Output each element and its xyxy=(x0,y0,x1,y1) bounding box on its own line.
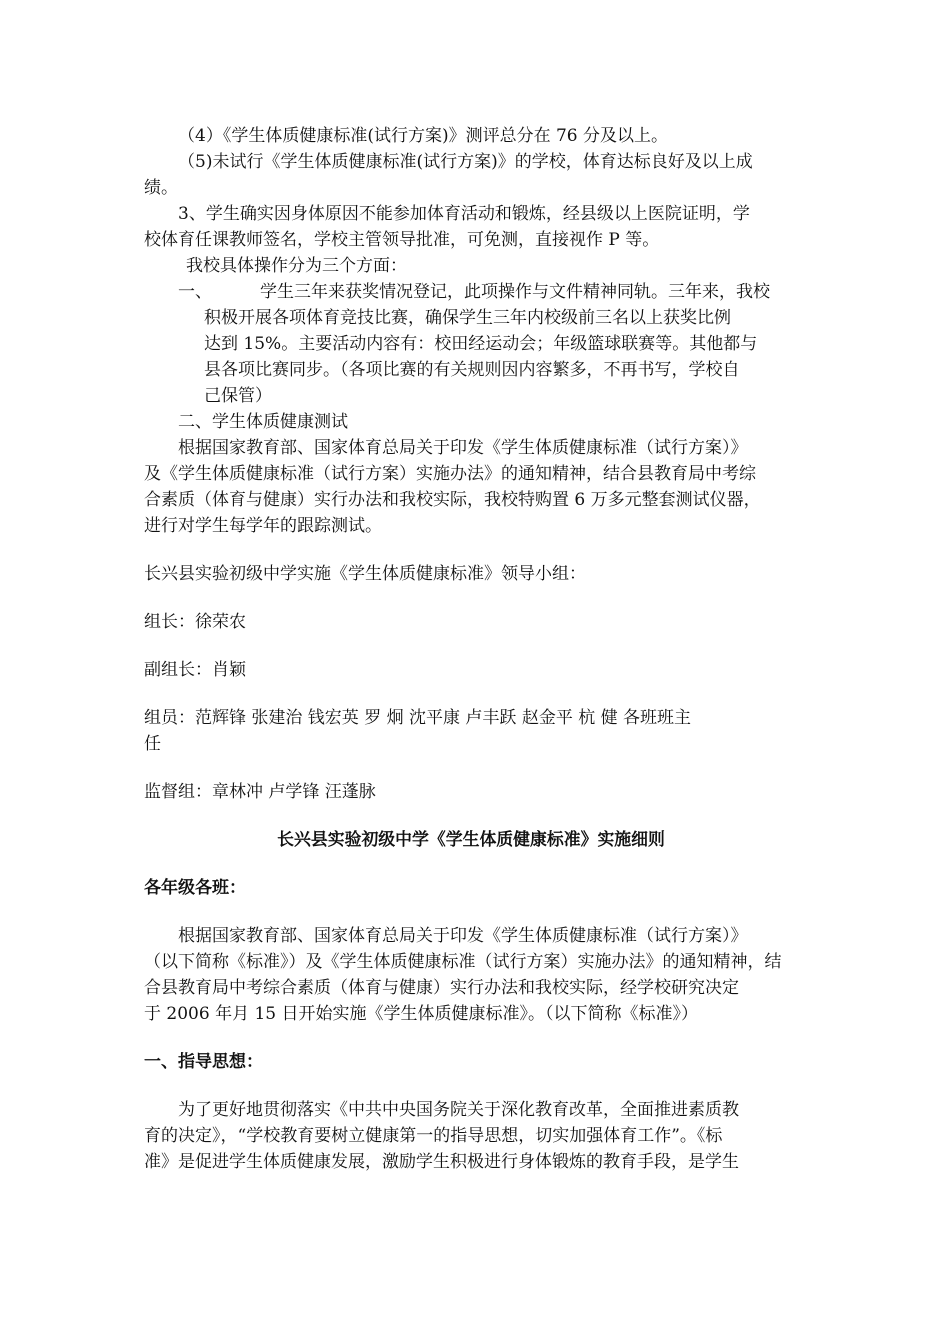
text-line: 准》是促进学生体质健康发展，激励学生积极进行身体锻炼的教育手段，是学生 xyxy=(144,1152,739,1172)
text-line: 积极开展各项体育竞技比赛，确保学生三年内校级前三名以上获奖比例 xyxy=(204,308,731,328)
text-line: （以下简称《标准》）及《学生体质健康标准（试行方案）实施办法》的通知精神，结 xyxy=(144,952,782,972)
text-line: 绩。 xyxy=(144,178,178,198)
text-line: 根据国家教育部、国家体育总局关于印发《学生体质健康标准（试行方案）》 xyxy=(178,926,748,946)
text-line: 达到 15%。主要活动内容有：校田经运动会；年级篮球联赛等。其他都与 xyxy=(204,334,758,354)
list-number: 一、 xyxy=(178,282,212,302)
text-line: 校体育任课教师签名，学校主管领导批准，可免测，直接视作 P 等。 xyxy=(144,230,660,250)
salutation: 各年级各班： xyxy=(144,878,246,898)
text-line: 及《学生体质健康标准（试行方案）实施办法》的通知精神，结合县教育局中考综 xyxy=(144,464,756,484)
text-line: 监督组：章林冲 卢学锋 汪蓬脉 xyxy=(144,782,376,802)
document-title: 长兴县实验初级中学《学生体质健康标准》实施细则 xyxy=(277,830,665,850)
text-line: 进行对学生每学年的跟踪测试。 xyxy=(144,516,382,536)
text-line: 学生三年来获奖情况登记，此项操作与文件精神同轨。三年来，我校 xyxy=(260,282,770,302)
section-heading: 二、学生体质健康测试 xyxy=(178,412,348,432)
text-line: 于 2006 年月 15 日开始实施《学生体质健康标准》。（以下简称《标准》） xyxy=(144,1004,699,1024)
section-heading: 一、指导思想： xyxy=(144,1052,263,1072)
text-line: 己保管） xyxy=(204,386,272,406)
text-line: 3、学生确实因身体原因不能参加体育活动和锻炼，经县级以上医院证明，学 xyxy=(178,204,750,224)
text-line: 组长：徐荣农 xyxy=(144,612,246,632)
text-line: 任 xyxy=(144,734,161,754)
text-line: 根据国家教育部、国家体育总局关于印发《学生体质健康标准（试行方案）》 xyxy=(178,438,748,458)
text-line: 副组长：肖颖 xyxy=(144,660,246,680)
text-line: 育的决定》，“学校教育要树立健康第一的指导思想，切实加强体育工作”。《标 xyxy=(144,1126,723,1146)
text-line: 合素质（体育与健康）实行办法和我校实际，我校特购置 6 万多元整套测试仪器， xyxy=(144,490,761,510)
text-line: 合县教育局中考综合素质（体育与健康）实行办法和我校实际，经学校研究决定 xyxy=(144,978,739,998)
text-line: （4）《学生体质健康标准(试行方案)》测评总分在 76 分及以上。 xyxy=(178,126,669,146)
text-line: 长兴县实验初级中学实施《学生体质健康标准》领导小组： xyxy=(144,564,586,584)
text-line: 县各项比赛同步。（各项比赛的有关规则因内容繁多，不再书写，学校自 xyxy=(204,360,740,380)
text-line: 组员：范辉锋 张建治 钱宏英 罗 炯 沈平康 卢丰跃 赵金平 杭 健 各班班主 xyxy=(144,708,692,728)
text-line: 我校具体操作分为三个方面： xyxy=(186,256,407,276)
text-line: （5)未试行《学生体质健康标准(试行方案)》的学校，体育达标良好及以上成 xyxy=(178,152,753,172)
text-line: 为了更好地贯彻落实《中共中央国务院关于深化教育改革，全面推进素质教 xyxy=(178,1100,739,1120)
